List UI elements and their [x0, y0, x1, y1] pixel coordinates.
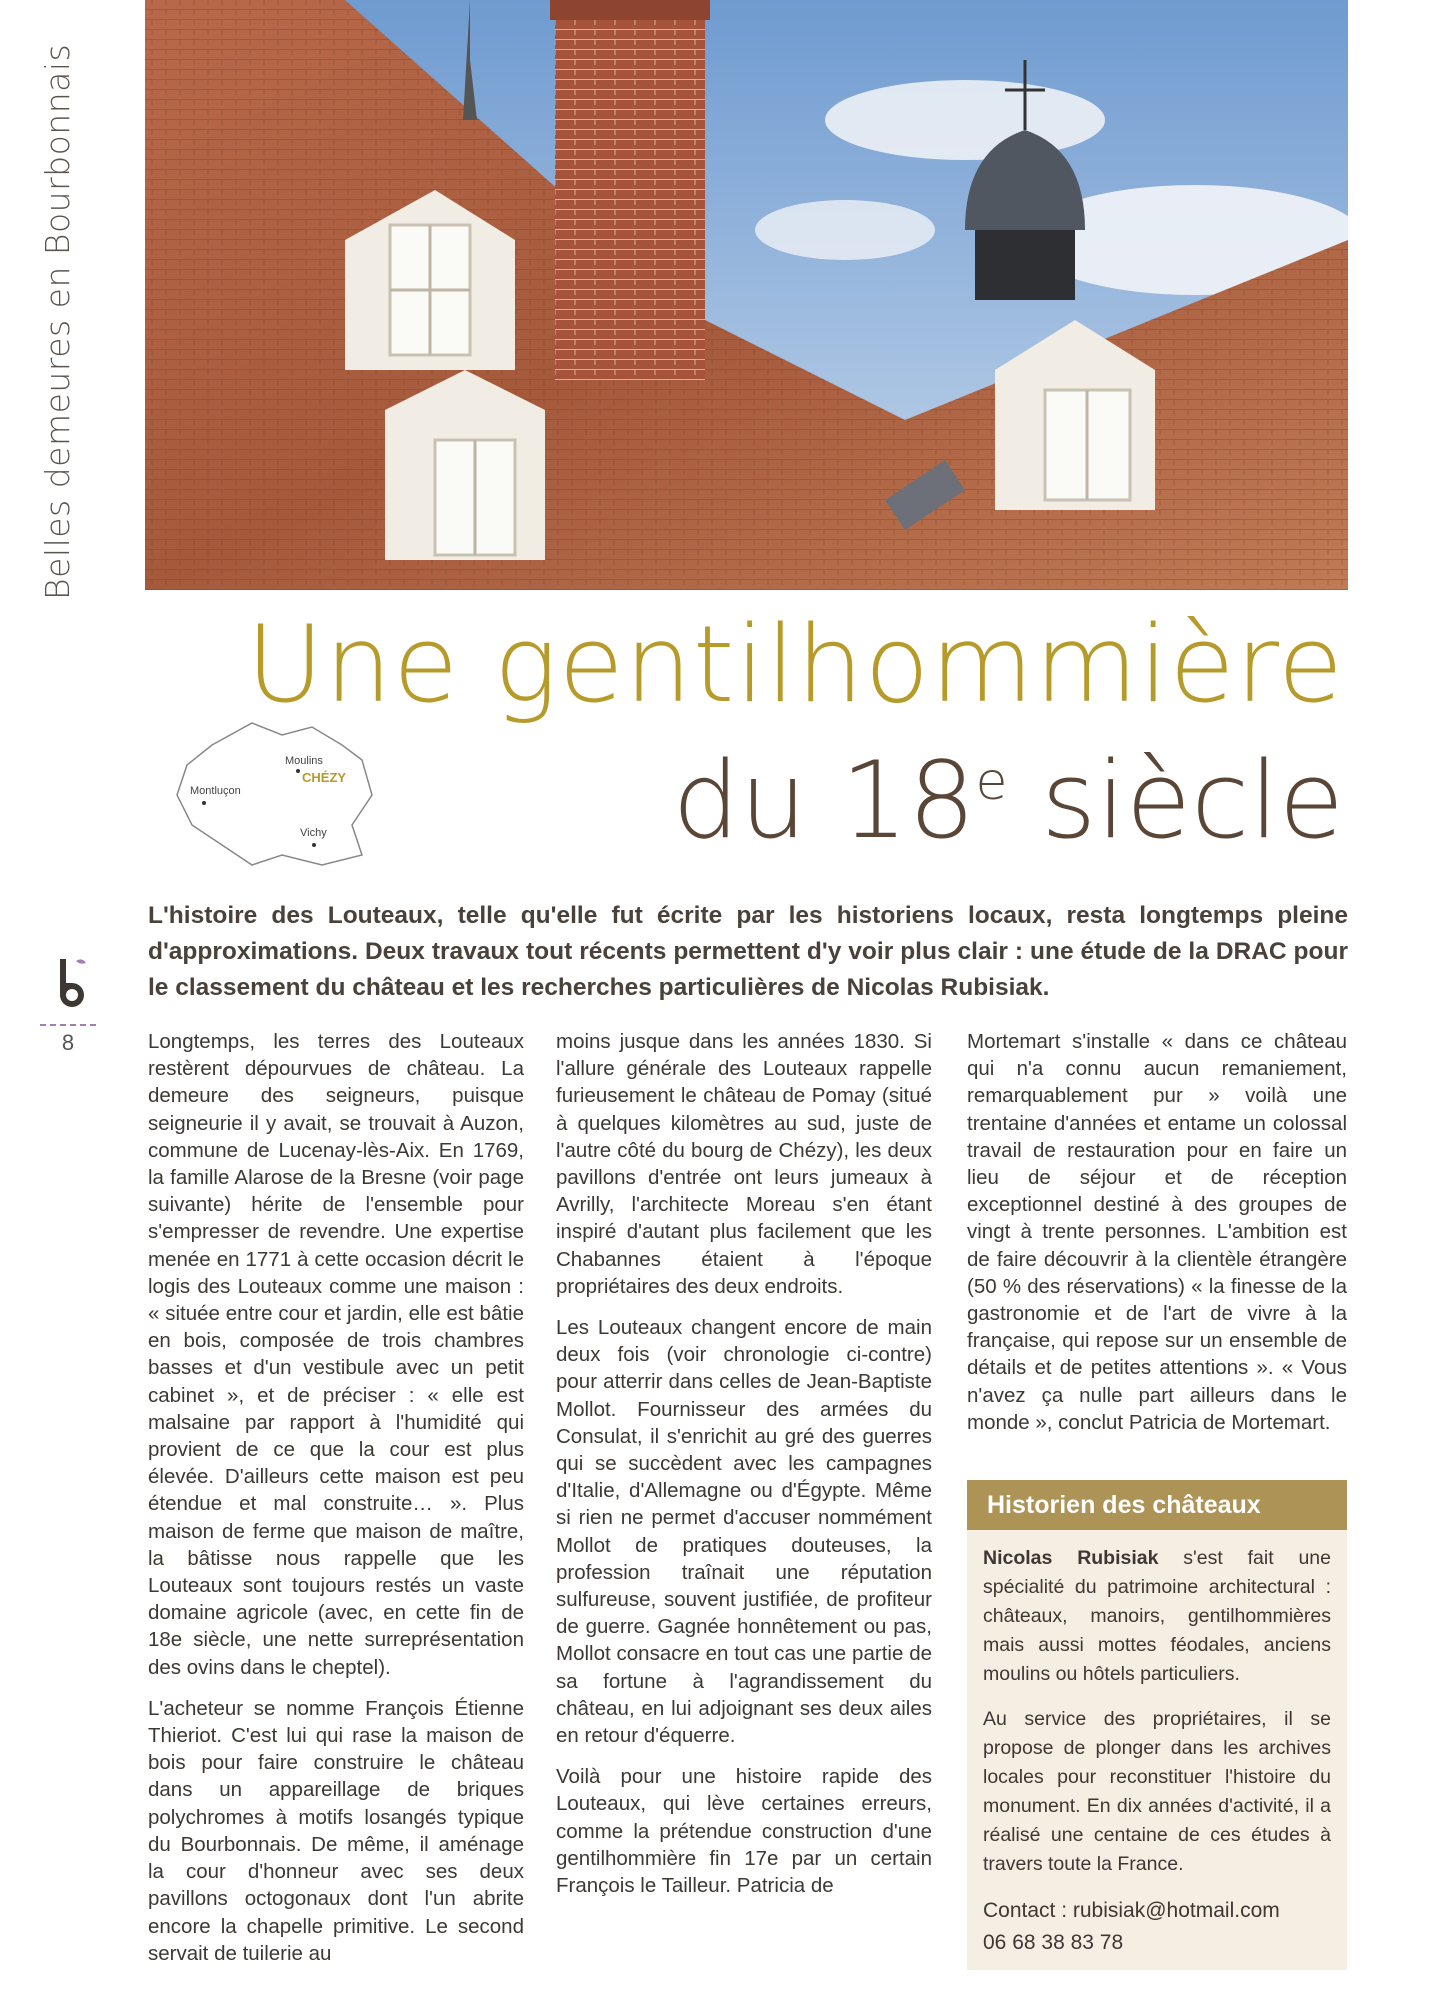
contact-phone: 06 68 38 83 78	[983, 1931, 1124, 1954]
paragraph: Voilà pour une histoire rapide des Louteaux, qui lève certaines erreurs, comme la prétendue construction d'une gentilhommière fin 17e par un certain François le Tailleur. Patricia de	[556, 1765, 932, 1898]
hero-photo-roof	[145, 0, 1348, 590]
location-map	[172, 715, 382, 875]
map-label-montlucon: Montluçon	[190, 785, 241, 797]
paragraph: L'acheteur se nomme François Étienne Thieriot. C'est lui qui rase la maison de bois pour faire construire le château dans un appareillage de briques polychromes à motifs losangés typique du Bourbonnais. De même, il aménage la cour d'honneur avec ses deux pavillons octogonaux dont l'un abrite encore la chapelle primitive. Le second servait de tuilerie au	[148, 1696, 524, 1965]
contact-email: Contact : rubisiak@hotmail.com	[983, 1899, 1280, 1922]
sidebar-name: Nicolas Rubisiak	[983, 1547, 1159, 1569]
map-label-chezy: CHÉZY	[302, 770, 347, 785]
article-title-line1: Une gentilhommière	[246, 603, 1344, 726]
paragraph: Longtemps, les terres des Louteaux restèrent dépourvues de château. La demeure des seigneurs, puisque seigneurie il y avait, se trouvait à Auzon, commune de Lucenay-lès-Aix. En 1769, la famille Alarose de la Bresne (voir page suivante) hérite de l'ensemble pour s'empresser de revendre. Une expertise menée en 1771 à cette occasion décrit le logis des Louteaux comme une maison : « située entre cour et jardin, elle est bâtie en bois, composée de trois chambres basses et d'un vestibule avec un petit cabinet », et de préciser : « elle est malsaine par rapport à l'humidité qui provient de ce que la cour est plus élevée. D'ailleurs cette maison est peu étendue et mal construite… ». Plus maison de ferme que maison de maître, la bâtisse nous rappelle que les Louteaux sont toujours restés un vaste domaine agricole (avec, en cette fin de 18e siècle, une nette surreprésentation des ovins dans le cheptel).	[148, 1030, 524, 1679]
article-column-3	[967, 1028, 1347, 1450]
paragraph: moins jusque dans les années 1830. Si l'allure générale des Louteaux rappelle furieusement le château de Pomay (situé à quelques kilomètres au sud, juste de l'autre côté du bourg de Chézy), les deux pavillons d'entrée ont leurs jumeaux à Avrilly, l'architecte Moreau s'en étant inspiré d'autant plus facilement que les Chabannes étaient à l'époque propriétaires des deux endroits.	[556, 1030, 932, 1298]
article-lead: L'histoire des Louteaux, telle qu'elle fut écrite par les historiens locaux, resta longtemps pleine d'approximations. Deux travaux tout récents permettent d'y voir plus clair : une étude de la DRAC pour le classement du château et les recherches particulières de Nicolas Rubisiak.	[148, 902, 1348, 1001]
section-title-vertical: Belles demeures en Bourbonnais	[38, 43, 77, 600]
sidebar-paragraph: Au service des propriétaires, il se propose de plonger dans les archives locales pour reconstituer l'histoire du monument. En dix années d'activité, il a réalisé une centaine de ces études à travers toute la France.	[983, 1708, 1331, 1875]
map-label-moulins: Moulins	[285, 755, 323, 767]
page-number: 8	[61, 1030, 75, 1055]
article-column-2	[556, 1028, 932, 1913]
map-dot-moulins	[296, 769, 300, 773]
paragraph: Mortemart s'installe « dans ce château qui n'a connu aucun remaniement, remarquablement pur » voilà une trentaine d'années et entame un colossal travail de restauration pour en faire un lieu de séjour et de réception exceptionnel destiné à des groupes de vingt à trente personnes. L'ambition est de faire découvrir à la clientèle étrangère (50 % des réservations) « la finesse de la gastronomie et de l'art de vivre à la française, qui repose sur un ensemble de détails et de petites attentions ». « Vous n'avez ça nulle part ailleurs dans le monde », conclut Patricia de Mortemart.	[967, 1030, 1347, 1434]
map-dot-vichy	[312, 843, 316, 847]
magazine-logo-icon	[46, 955, 92, 1011]
sidebar-paragraph: Nicolas Rubisiak s'est fait une spécialité du patrimoine architectural : châteaux, manoirs, gentilhommières mais aussi mottes féodales, anciens moulins ou hôtels particuliers.	[983, 1547, 1331, 1685]
sidebar-heading: Historien des châteaux	[967, 1480, 1347, 1530]
map-dot-montlucon	[202, 801, 206, 805]
map-label-vichy: Vichy	[300, 827, 327, 839]
paragraph: Les Louteaux changent encore de main deux fois (voir chronologie ci-contre) pour atterrir dans celles de Jean-Baptiste Mollot. Fournisseur des armées du Consulat, il s'enrichit au gré des guerres qui se succèdent avec les campagnes d'Italie, d'Allemagne ou d'Égypte. Même si rien ne permet d'accuser nommément Mollot de pratiques douteuses, la profession traînait une réputation sulfureuse, souvent justifiée, de profiteur de guerre. Gagnée honnêtement ou pas, Mollot consacre en tout cas une partie de sa fortune à l'agrandissement du château, en lui adjoignant ses deux ailes en retour d'équerre.	[556, 1316, 932, 1748]
sidebar-box	[967, 1530, 1347, 1970]
page-number-divider	[40, 1024, 96, 1026]
article-column-1	[148, 1028, 524, 1981]
article-title-line2: du 18e siècle	[672, 739, 1344, 862]
